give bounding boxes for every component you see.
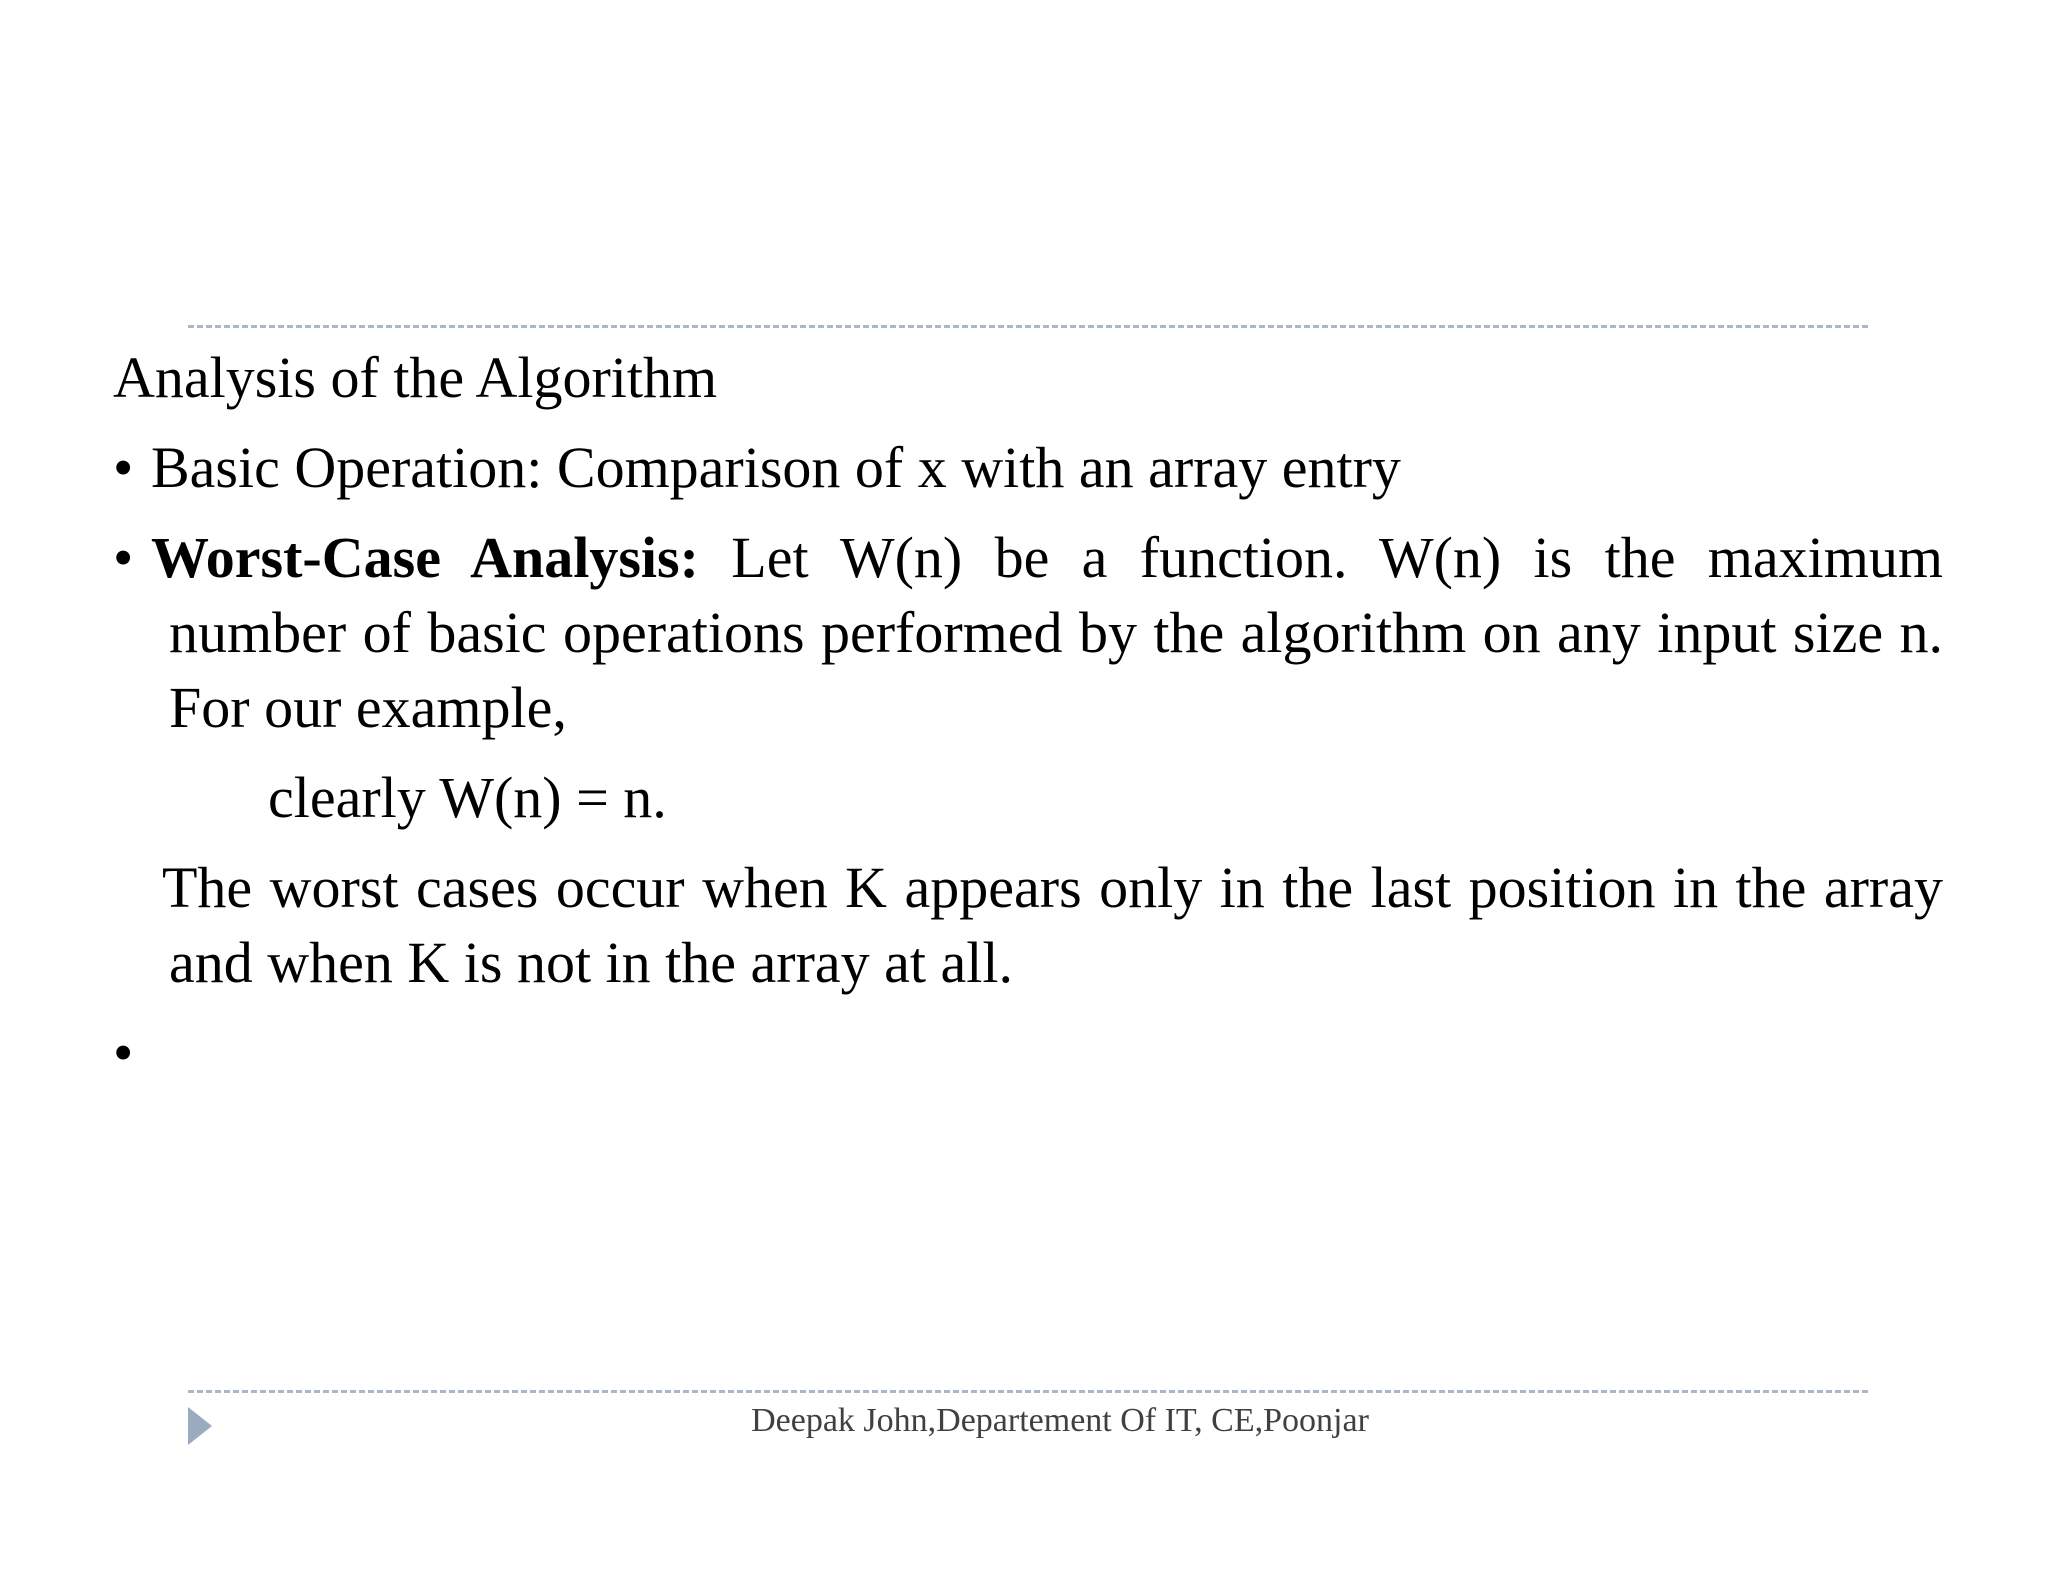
footer-credit: Deepak John,Departement Of IT, CE,Poonjar [751,1402,1369,1439]
bullet-worst-case [113,520,1943,745]
bullet-basic-operation [113,430,1943,505]
worst-case-followup: The worst cases occur when K appears only in the last position in the array and when K is not in the array at all. [162,855,1943,995]
slide-heading: Analysis of the Algorithm [113,345,718,410]
bullet-empty [113,1015,1943,1090]
worst-case-formula: clearly W(n) = n. [268,765,667,830]
bullet-text: Let W(n) be a function. W(n) is the maximum number of basic operations performed by the algorithm on any input size n. For our example, [169,525,1943,740]
bullet-text: Basic Operation: Comparison of x with an array entry [151,435,1401,500]
top-divider [188,325,1868,328]
bullet-icon: • [113,1020,134,1085]
bottom-divider [188,1390,1868,1393]
triangle-right-icon [188,1407,212,1445]
bullet-icon: • [113,435,134,500]
bullet-bold-label: Worst-Case Analysis: [151,525,699,590]
bullet-icon: • [113,525,134,590]
slide-content [113,340,1943,1105]
